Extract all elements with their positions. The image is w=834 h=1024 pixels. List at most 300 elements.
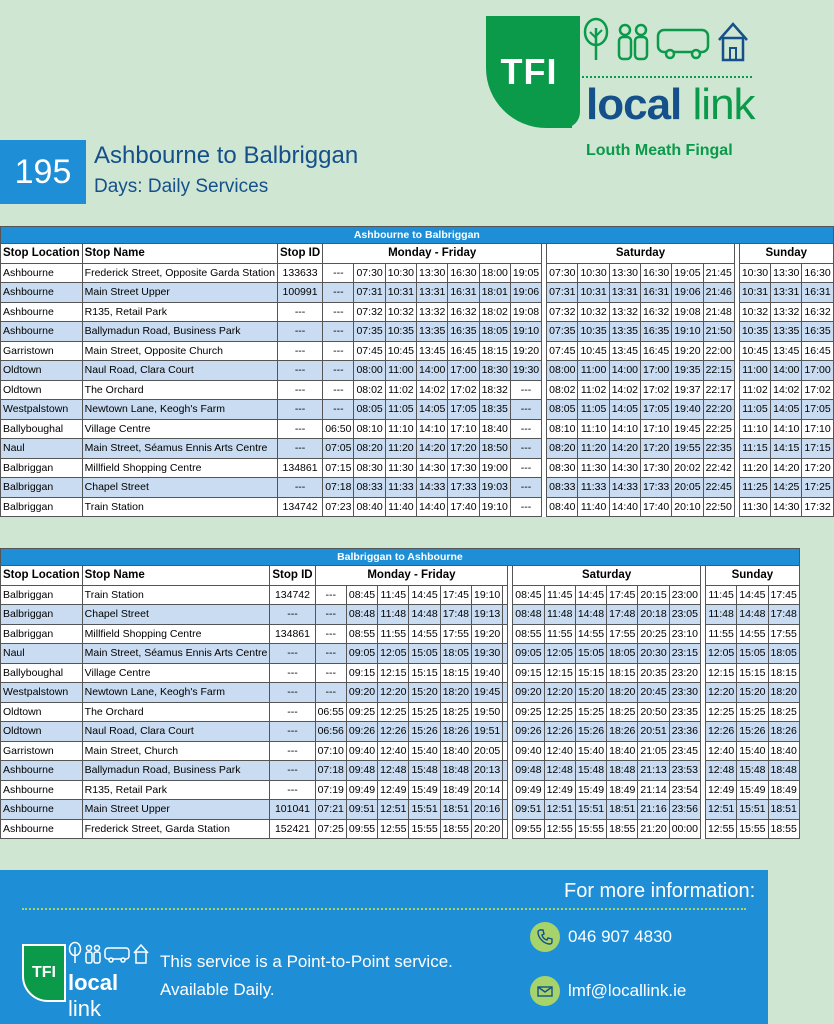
stop-id: ---	[277, 478, 322, 498]
mon-fri-time: 11:55	[378, 624, 409, 644]
mon-fri-time: 20:14	[472, 780, 503, 800]
stop-id: ---	[277, 361, 322, 381]
sunday-time: 18:49	[768, 780, 799, 800]
sunday-time: 18:55	[768, 819, 799, 839]
saturday-time: 12:49	[544, 780, 575, 800]
stop-id: ---	[270, 683, 315, 703]
route-title: Ashbourne to Balbriggan	[94, 142, 359, 169]
mon-fri-time: 16:35	[448, 322, 479, 342]
stop-location: Balbriggan	[1, 585, 83, 605]
sunday-time: 15:15	[737, 663, 768, 683]
more-info-heading: For more information:	[564, 880, 756, 902]
logo-divider	[582, 76, 752, 78]
saturday-time: 14:00	[609, 361, 640, 381]
stop-name: Frederick Street, Opposite Garda Station	[82, 263, 277, 283]
mon-fri-time: 16:31	[448, 283, 479, 303]
mon-fri-time: 08:45	[346, 585, 377, 605]
mon-fri-time: 19:08	[510, 302, 541, 322]
mon-fri-time: 12:49	[378, 780, 409, 800]
saturday-time: 23:53	[669, 761, 700, 781]
saturday-time: 23:36	[669, 722, 700, 742]
stop-name: Main Street, Séamus Ennis Arts Centre	[82, 439, 277, 459]
saturday-time: 14:20	[609, 439, 640, 459]
saturday-time: 22:20	[703, 400, 734, 420]
bus-icon	[656, 18, 710, 62]
saturday-time: 12:15	[544, 663, 575, 683]
sunday-time: 14:25	[771, 478, 802, 498]
mon-fri-time: 14:33	[417, 478, 448, 498]
table-header-row	[1, 566, 800, 586]
mon-fri-time: 19:51	[472, 722, 503, 742]
footer-tfi-logo: TFI	[22, 944, 66, 1002]
mon-fri-time: 18:32	[479, 380, 510, 400]
mon-fri-time: 14:55	[409, 624, 440, 644]
sunday-time: 17:20	[802, 458, 833, 478]
sunday-time: 12:48	[705, 761, 736, 781]
saturday-time: 08:48	[513, 605, 544, 625]
stop-id: ---	[270, 780, 315, 800]
mon-fri-time: 11:45	[378, 585, 409, 605]
mon-fri-time: 20:16	[472, 800, 503, 820]
column-header: Stop Name	[82, 566, 270, 586]
mon-fri-time: 15:05	[409, 644, 440, 664]
mon-fri-time: 09:26	[346, 722, 377, 742]
column-header: Stop ID	[277, 244, 322, 264]
mon-fri-time: 08:55	[346, 624, 377, 644]
saturday-time: 12:26	[544, 722, 575, 742]
mon-fri-time: ---	[323, 263, 354, 283]
mon-fri-time: 20:05	[472, 741, 503, 761]
saturday-time: 17:48	[607, 605, 638, 625]
sunday-time: 14:45	[737, 585, 768, 605]
sunday-time: 14:02	[771, 380, 802, 400]
sunday-time: 11:20	[739, 458, 770, 478]
mon-fri-time: 17:33	[448, 478, 479, 498]
stop-name: Village Centre	[82, 419, 277, 439]
saturday-time: 19:55	[672, 439, 703, 459]
saturday-time: 09:49	[513, 780, 544, 800]
mon-fri-time: 10:30	[385, 263, 416, 283]
saturday-time: 11:02	[578, 380, 609, 400]
stop-id: ---	[270, 644, 315, 664]
saturday-time: 14:45	[575, 585, 606, 605]
mon-fri-time: 15:51	[409, 800, 440, 820]
stop-name: R135, Retail Park	[82, 780, 270, 800]
mon-fri-time: 12:48	[378, 761, 409, 781]
sunday-time: 17:15	[802, 439, 833, 459]
stop-location: Westpalstown	[1, 400, 83, 420]
saturday-time: 23:56	[669, 800, 700, 820]
saturday-time: 15:26	[575, 722, 606, 742]
column-header: Sunday	[739, 244, 833, 264]
sunday-time: 14:55	[737, 624, 768, 644]
mon-fri-time: ---	[323, 302, 354, 322]
mon-fri-time: ---	[510, 380, 541, 400]
table-row	[1, 722, 800, 742]
mon-fri-time: 11:02	[385, 380, 416, 400]
table-row	[1, 263, 834, 283]
column-header: Stop Location	[1, 244, 83, 264]
table-row	[1, 322, 834, 342]
stop-name: Millfield Shopping Centre	[82, 624, 270, 644]
mon-fri-time: ---	[323, 341, 354, 361]
saturday-time: 13:35	[609, 322, 640, 342]
footer-logo-icons	[68, 942, 149, 964]
stop-location: Balbriggan	[1, 458, 83, 478]
mon-fri-time: 17:55	[440, 624, 471, 644]
table-row	[1, 341, 834, 361]
table-row	[1, 605, 800, 625]
table-banner-row	[1, 227, 834, 244]
saturday-time: 18:20	[607, 683, 638, 703]
mon-fri-time: 08:05	[354, 400, 385, 420]
mon-fri-time: ---	[315, 585, 346, 605]
region-label: Louth Meath Fingal	[586, 142, 733, 159]
people-icon	[616, 18, 650, 62]
mon-fri-time: 17:20	[448, 439, 479, 459]
table-row	[1, 458, 834, 478]
sunday-time: 14:48	[737, 605, 768, 625]
mon-fri-time: 19:30	[510, 361, 541, 381]
saturday-time: 18:55	[607, 819, 638, 839]
sunday-time: 14:20	[771, 458, 802, 478]
table-row	[1, 400, 834, 420]
stop-name: Newtown Lane, Keogh's Farm	[82, 683, 270, 703]
mon-fri-time: ---	[315, 663, 346, 683]
stop-location: Ashbourne	[1, 283, 83, 303]
saturday-time: 18:15	[607, 663, 638, 683]
stop-id: ---	[270, 722, 315, 742]
saturday-time: 21:16	[638, 800, 669, 820]
stop-name: Naul Road, Clara Court	[82, 361, 277, 381]
mon-fri-time: 08:02	[354, 380, 385, 400]
mon-fri-time: 09:15	[346, 663, 377, 683]
sunday-time: 17:00	[802, 361, 833, 381]
mon-fri-time: 20:13	[472, 761, 503, 781]
table-row	[1, 624, 800, 644]
tree-icon	[68, 942, 82, 964]
saturday-time: 20:15	[638, 585, 669, 605]
mon-fri-time: 10:32	[385, 302, 416, 322]
saturday-time: 22:25	[703, 419, 734, 439]
table-row	[1, 761, 800, 781]
stop-name: Main Street, Séamus Ennis Arts Centre	[82, 644, 270, 664]
mon-fri-time: 18:40	[440, 741, 471, 761]
saturday-time: 23:30	[669, 683, 700, 703]
saturday-time: 17:30	[641, 458, 672, 478]
mon-fri-time: 11:30	[385, 458, 416, 478]
saturday-time: 09:40	[513, 741, 544, 761]
mon-fri-time: 12:55	[378, 819, 409, 839]
saturday-time: 14:40	[609, 497, 640, 517]
saturday-time: 20:51	[638, 722, 669, 742]
saturday-time: 22:45	[703, 478, 734, 498]
stop-location: Garristown	[1, 341, 83, 361]
saturday-time: 14:33	[609, 478, 640, 498]
mon-fri-time: 19:00	[479, 458, 510, 478]
sunday-time: 11:30	[739, 497, 770, 517]
mon-fri-time: 07:05	[323, 439, 354, 459]
mon-fri-time: 11:10	[385, 419, 416, 439]
sunday-time: 12:05	[705, 644, 736, 664]
stop-id: ---	[277, 322, 322, 342]
mon-fri-time: 14:20	[417, 439, 448, 459]
saturday-time: 18:51	[607, 800, 638, 820]
sunday-time: 15:40	[737, 741, 768, 761]
sunday-time: 14:30	[771, 497, 802, 517]
sunday-time: 17:48	[768, 605, 799, 625]
saturday-time: 21:46	[703, 283, 734, 303]
mon-fri-time: ---	[323, 322, 354, 342]
table-banner-row	[1, 549, 800, 566]
mon-fri-time: 13:35	[417, 322, 448, 342]
mon-fri-time: 07:15	[323, 458, 354, 478]
stop-id: 152421	[270, 819, 315, 839]
saturday-time: 20:30	[638, 644, 669, 664]
mon-fri-time: 18:55	[440, 819, 471, 839]
saturday-time: 21:20	[638, 819, 669, 839]
mon-fri-time: 19:50	[472, 702, 503, 722]
stop-id: 134742	[277, 497, 322, 517]
outbound-timetable	[0, 226, 834, 517]
mon-fri-time: 19:06	[510, 283, 541, 303]
stop-location: Oldtown	[1, 702, 83, 722]
saturday-time: 12:55	[544, 819, 575, 839]
table-banner: Ashbourne to Balbriggan	[1, 227, 834, 244]
sunday-time: 15:49	[737, 780, 768, 800]
saturday-time: 20:25	[638, 624, 669, 644]
mon-fri-time: 19:10	[479, 497, 510, 517]
column-header: Saturday	[513, 566, 701, 586]
saturday-time: 17:20	[641, 439, 672, 459]
saturday-time: 11:30	[578, 458, 609, 478]
saturday-time: 15:15	[575, 663, 606, 683]
saturday-time: 18:25	[607, 702, 638, 722]
stop-id: ---	[270, 663, 315, 683]
mon-fri-time: 06:50	[323, 419, 354, 439]
mon-fri-time: 17:40	[448, 497, 479, 517]
stop-name: The Orchard	[82, 702, 270, 722]
mon-fri-time: 14:40	[417, 497, 448, 517]
stop-location: Ashbourne	[1, 800, 83, 820]
mon-fri-time: 13:31	[417, 283, 448, 303]
email-address[interactable]: lmf@locallink.ie	[568, 981, 687, 1000]
saturday-time: 10:35	[578, 322, 609, 342]
stop-location: Ashbourne	[1, 302, 83, 322]
mon-fri-time: 09:55	[346, 819, 377, 839]
service-line-2: Available Daily.	[160, 980, 275, 999]
saturday-time: 12:40	[544, 741, 575, 761]
saturday-time: 08:40	[547, 497, 578, 517]
sunday-time: 17:05	[802, 400, 833, 420]
stop-id: ---	[270, 741, 315, 761]
saturday-time: 15:48	[575, 761, 606, 781]
mon-fri-time: 17:10	[448, 419, 479, 439]
table-row	[1, 283, 834, 303]
stop-name: Main Street, Church	[82, 741, 270, 761]
saturday-time: 13:45	[609, 341, 640, 361]
service-description	[160, 948, 453, 1004]
saturday-time: 18:48	[607, 761, 638, 781]
stop-id: ---	[270, 702, 315, 722]
mon-fri-time: 07:35	[354, 322, 385, 342]
sunday-time: 17:10	[802, 419, 833, 439]
table-row	[1, 361, 834, 381]
sunday-time: 13:35	[771, 322, 802, 342]
saturday-time: 21:45	[703, 263, 734, 283]
mon-fri-time: ---	[510, 439, 541, 459]
sunday-time: 16:30	[802, 263, 833, 283]
sunday-time: 17:45	[768, 585, 799, 605]
table-row	[1, 741, 800, 761]
saturday-time: 11:05	[578, 400, 609, 420]
email-contact[interactable]	[530, 976, 686, 1006]
sunday-time: 10:35	[739, 322, 770, 342]
stop-location: Ashbourne	[1, 761, 83, 781]
house-icon	[133, 942, 149, 964]
saturday-time: 18:49	[607, 780, 638, 800]
saturday-time: 08:10	[547, 419, 578, 439]
sunday-time: 13:32	[771, 302, 802, 322]
mon-fri-time: 18:00	[479, 263, 510, 283]
saturday-time: 23:05	[669, 605, 700, 625]
mon-fri-time: 19:13	[472, 605, 503, 625]
sunday-time: 14:05	[771, 400, 802, 420]
mon-fri-time: 19:10	[472, 585, 503, 605]
mon-fri-time: 19:40	[472, 663, 503, 683]
table-row	[1, 497, 834, 517]
sunday-time: 15:26	[737, 722, 768, 742]
mon-fri-time: ---	[323, 400, 354, 420]
mon-fri-time: 15:49	[409, 780, 440, 800]
people-icon	[85, 942, 101, 964]
mon-fri-time: 12:26	[378, 722, 409, 742]
sunday-time: 18:20	[768, 683, 799, 703]
saturday-time: 21:13	[638, 761, 669, 781]
mon-fri-time: 11:33	[385, 478, 416, 498]
mon-fri-time: 07:31	[354, 283, 385, 303]
saturday-time: 22:15	[703, 361, 734, 381]
stop-location: Naul	[1, 644, 83, 664]
table-row	[1, 663, 800, 683]
mon-fri-time: 13:45	[417, 341, 448, 361]
sunday-time: 15:51	[737, 800, 768, 820]
mon-fri-time: 15:26	[409, 722, 440, 742]
saturday-time: 12:20	[544, 683, 575, 703]
phone-icon	[530, 922, 560, 952]
mon-fri-time: 19:03	[479, 478, 510, 498]
saturday-time: 20:50	[638, 702, 669, 722]
mon-fri-time: 08:10	[354, 419, 385, 439]
column-header: Stop Name	[82, 244, 277, 264]
mon-fri-time: 19:20	[510, 341, 541, 361]
inbound-timetable	[0, 548, 800, 839]
sunday-time: 18:05	[768, 644, 799, 664]
mon-fri-time: 17:00	[448, 361, 479, 381]
stop-id: ---	[277, 341, 322, 361]
saturday-time: 07:45	[547, 341, 578, 361]
mon-fri-time: ---	[510, 478, 541, 498]
sunday-time: 12:20	[705, 683, 736, 703]
mon-fri-time: ---	[315, 624, 346, 644]
mon-fri-time: 11:05	[385, 400, 416, 420]
table-row	[1, 302, 834, 322]
stop-id: 134861	[270, 624, 315, 644]
stop-location: Balbriggan	[1, 605, 83, 625]
phone-contact[interactable]	[530, 922, 672, 952]
mon-fri-time: 12:51	[378, 800, 409, 820]
saturday-time: 17:05	[641, 400, 672, 420]
stop-id: 100991	[277, 283, 322, 303]
sunday-time: 12:40	[705, 741, 736, 761]
mon-fri-time: 15:15	[409, 663, 440, 683]
saturday-time: 09:15	[513, 663, 544, 683]
saturday-time: 08:05	[547, 400, 578, 420]
saturday-time: 00:00	[669, 819, 700, 839]
mon-fri-time: 09:40	[346, 741, 377, 761]
saturday-time: 19:40	[672, 400, 703, 420]
saturday-time: 17:45	[607, 585, 638, 605]
saturday-time: 21:48	[703, 302, 734, 322]
route-days: Days: Daily Services	[94, 176, 269, 197]
saturday-time: 15:20	[575, 683, 606, 703]
saturday-time: 07:32	[547, 302, 578, 322]
mon-fri-time: 08:48	[346, 605, 377, 625]
saturday-time: 16:31	[641, 283, 672, 303]
mon-fri-time: 11:20	[385, 439, 416, 459]
sunday-time: 14:00	[771, 361, 802, 381]
saturday-time: 22:42	[703, 458, 734, 478]
mon-fri-time: 15:25	[409, 702, 440, 722]
mon-fri-time: ---	[510, 458, 541, 478]
saturday-time: 09:05	[513, 644, 544, 664]
mon-fri-time: 12:40	[378, 741, 409, 761]
saturday-time: 11:45	[544, 585, 575, 605]
phone-number[interactable]: 046 907 4830	[568, 927, 672, 946]
sunday-time: 18:40	[768, 741, 799, 761]
mon-fri-time: ---	[510, 497, 541, 517]
mon-fri-time: 19:10	[510, 322, 541, 342]
mon-fri-time: 17:30	[448, 458, 479, 478]
saturday-time: 09:20	[513, 683, 544, 703]
table-row	[1, 819, 800, 839]
mon-fri-time: ---	[323, 380, 354, 400]
saturday-time: 11:20	[578, 439, 609, 459]
stop-location: Oldtown	[1, 361, 83, 381]
mon-fri-time: 17:02	[448, 380, 479, 400]
mon-fri-time: 07:23	[323, 497, 354, 517]
stop-name: Chapel Street	[82, 478, 277, 498]
saturday-time: 20:45	[638, 683, 669, 703]
saturday-time: 23:00	[669, 585, 700, 605]
sunday-time: 13:31	[771, 283, 802, 303]
mon-fri-time: 10:31	[385, 283, 416, 303]
saturday-time: 21:05	[638, 741, 669, 761]
saturday-time: 17:55	[607, 624, 638, 644]
sunday-time: 17:02	[802, 380, 833, 400]
table-row	[1, 380, 834, 400]
saturday-time: 07:31	[547, 283, 578, 303]
saturday-time: 08:00	[547, 361, 578, 381]
stop-location: Balbriggan	[1, 478, 83, 498]
stop-name: Train Station	[82, 497, 277, 517]
saturday-time: 08:30	[547, 458, 578, 478]
sunday-time: 12:25	[705, 702, 736, 722]
saturday-time: 08:20	[547, 439, 578, 459]
mon-fri-time: ---	[323, 361, 354, 381]
sunday-time: 12:51	[705, 800, 736, 820]
sunday-time: 17:32	[802, 497, 833, 517]
